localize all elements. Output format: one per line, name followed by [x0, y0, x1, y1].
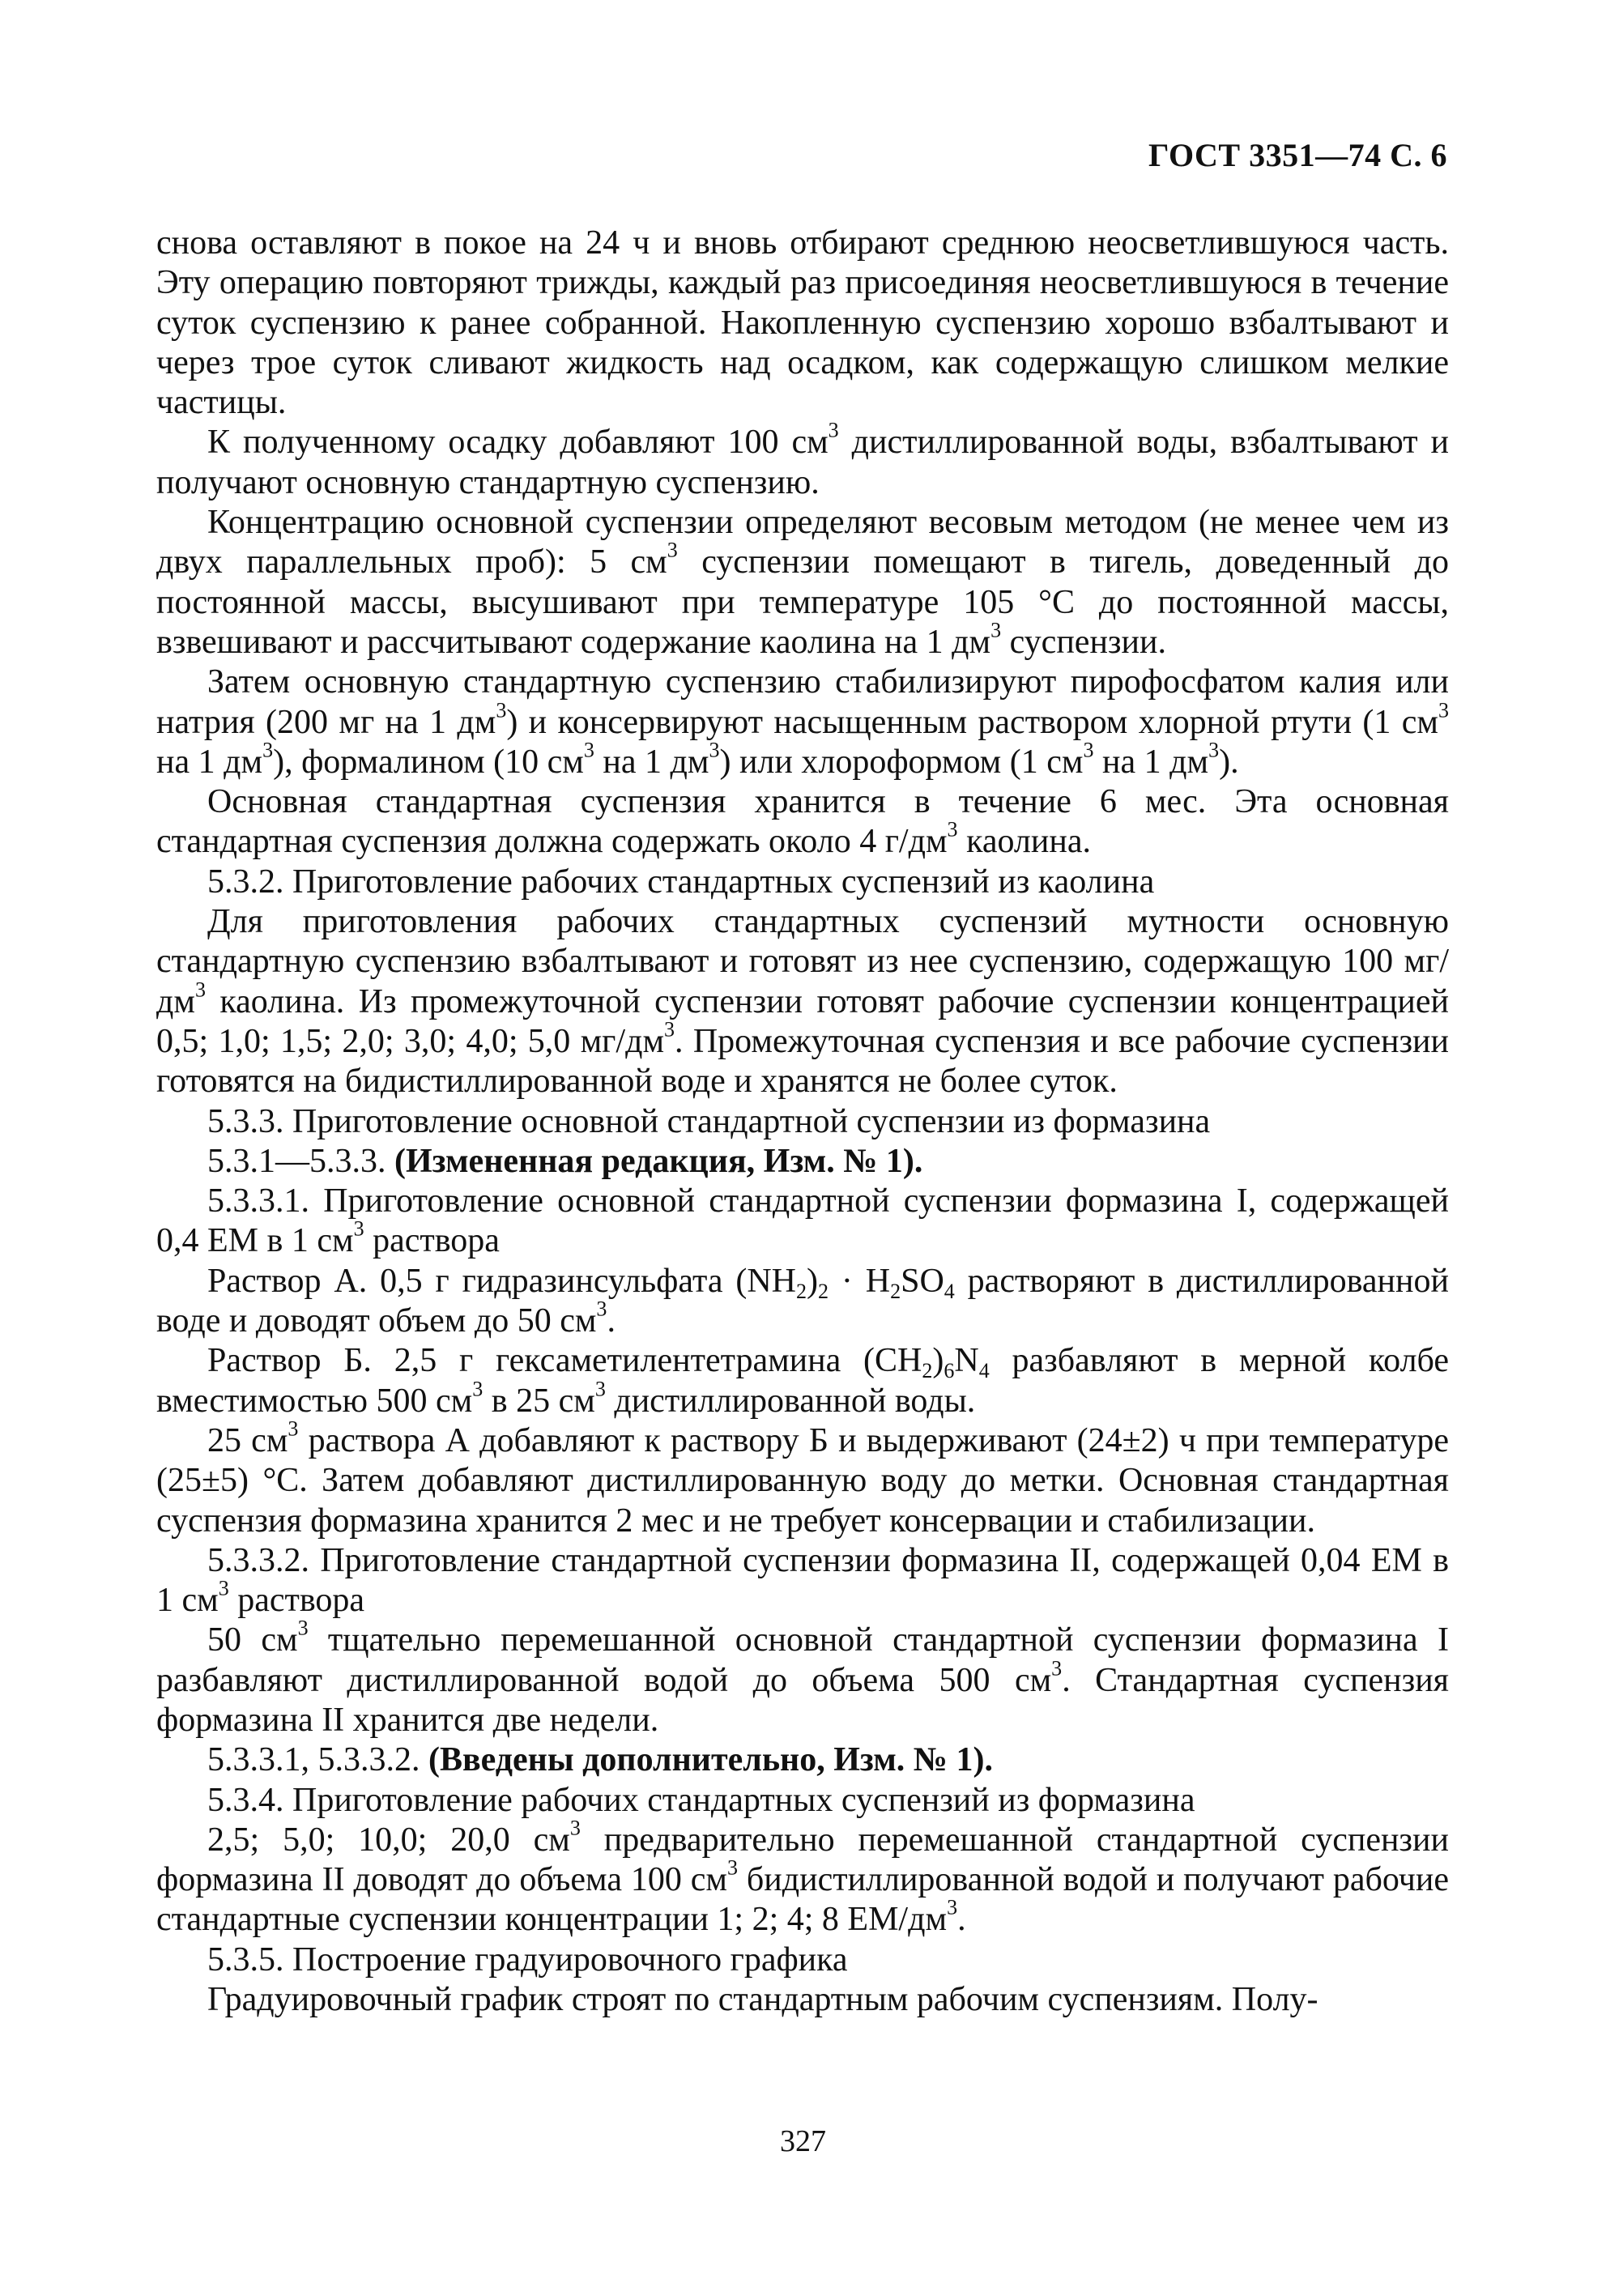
superscript: 3 [709, 738, 720, 762]
superscript: 3 [1208, 738, 1220, 762]
paragraph [156, 1816, 1449, 1940]
text-run: снова оставляют в покое на 24 ч и вновь отбирают среднюю неосветлившуюся часть. Эту операцию повторяют трижды, каждый раз присоединяя неосветлившуюся в течение суток суспензию к ранее собранной. Накопленную суспензию хорошо взбалтывают и через трое суток сливают жидкость над осадком, как содержащую слишком мелкие частицы. [156, 224, 1449, 422]
text-run: ). [1219, 743, 1239, 781]
text-run: раствора [364, 1222, 500, 1260]
text-run: 5.3.3.1. Приготовление основной стандартной суспензии формазина I, содержащей 0,4 ЕМ в 1 см [156, 1182, 1449, 1260]
superscript: 3 [1438, 698, 1449, 722]
text-run: 2,5; 5,0; 10,0; 20,0 см [207, 1821, 570, 1859]
text-run: Для приготовления рабочих стандартных суспензий мутности основную стандартную суспензию взбалтывают и готовят из нее суспензию, содержащую 100 мг/дм [156, 903, 1449, 1020]
text-run: суспензии. [1001, 623, 1166, 661]
text-run: 5.3.3.2. Приготовление стандартной суспензии формазина II, содержащей 0,04 ЕМ в 1 см [156, 1541, 1449, 1620]
paragraph [156, 782, 1449, 863]
text-run: дистиллированной воды. [605, 1382, 976, 1420]
paragraph [156, 1416, 1449, 1541]
text-run: Концентрацию основной суспензии определяют весовым методом (не менее чем из двух параллельных проб): 5 см [156, 504, 1449, 581]
superscript: 3 [828, 418, 839, 442]
paragraph [156, 1541, 1449, 1621]
superscript: 3 [569, 1816, 581, 1840]
subscript: 2 [890, 1279, 901, 1303]
subscript: 2 [795, 1279, 807, 1303]
superscript: 3 [726, 1855, 738, 1880]
text-run: ) [932, 1342, 944, 1380]
text-run: 50 см [207, 1621, 298, 1659]
text-run: . Промежуточная суспензия и все рабочие суспензии готовятся на бидистиллированной воде и хранятся не более суток. [156, 1022, 1449, 1101]
paragraph [156, 863, 1449, 902]
paragraph [156, 902, 1449, 1101]
text-run: ), формалином (10 см [273, 743, 584, 781]
superscript: 3 [664, 1017, 675, 1042]
text-run: 5.3.2. Приготовление рабочих стандартных суспензий из каолина [207, 863, 1155, 901]
text-run: Градуировочный график строят по стандартным рабочим суспензиям. Полу- [207, 1981, 1318, 2019]
text-run: 5.3.3. Приготовление основной стандартной суспензии из формазина [207, 1102, 1211, 1140]
superscript: 3 [194, 978, 206, 1002]
text-run: 5.3.3.1, 5.3.3.2. [207, 1741, 428, 1779]
superscript: 3 [472, 1377, 484, 1401]
superscript: 3 [297, 1616, 309, 1640]
paragraph [156, 224, 1449, 423]
text-run: К полученному осадку добавляют 100 см [207, 424, 829, 462]
superscript: 3 [288, 1416, 299, 1441]
paragraph [156, 1740, 1449, 1780]
page-header-gost: ГОСТ 3351—74 С. 6 [1148, 137, 1447, 173]
bold-text: (Измененная редакция, Изм. № 1). [394, 1142, 923, 1180]
paragraph [156, 1262, 1449, 1342]
text-run: Раствор А. 0,5 г гидразинсульфата (NH [207, 1262, 796, 1300]
text-run: растворяют в дистиллированной воде и доводят объем до 50 см [156, 1262, 1449, 1340]
paragraph [156, 1616, 1450, 1740]
document-body [156, 224, 1449, 2020]
text-run: предварительно перемешанной стандартной суспензии формазина II доводят до объема 100 см [156, 1821, 1449, 1899]
text-run: разбавляют в мерной колбе вместимостью 500 см [156, 1342, 1449, 1420]
superscript: 3 [947, 817, 958, 841]
text-run: в 25 см [483, 1382, 595, 1420]
text-run: тщательно перемешанной основной стандартной суспензии формазина I разбавляют дистиллированной водой до объема 500 см [156, 1621, 1449, 1699]
superscript: 3 [353, 1216, 364, 1241]
subscript: 6 [944, 1359, 955, 1383]
text-run: дистиллированной воды, взбалтывают и получают основную стандартную суспензию. [156, 424, 1450, 501]
superscript: 3 [667, 538, 678, 562]
paragraph [156, 503, 1449, 662]
text-run: на 1 дм [156, 743, 263, 781]
text-run: ) [807, 1262, 818, 1300]
superscript: 3 [1051, 1656, 1063, 1680]
superscript: 3 [218, 1576, 229, 1600]
text-run: · H [829, 1262, 891, 1300]
text-run: ) и консервируют насыщенным раствором хлорной ртути (1 см [506, 703, 1438, 741]
text-run: каолина. [957, 823, 1091, 861]
superscript: 3 [496, 698, 507, 722]
paragraph [156, 418, 1450, 503]
superscript: 3 [596, 1297, 607, 1321]
text-run: Затем основную стандартную суспензию стабилизируют пирофосфатом калия или натрия (200 мг на 1 дм [156, 663, 1449, 741]
superscript: 3 [1083, 738, 1094, 762]
paragraph [156, 1341, 1449, 1421]
paragraph [156, 1781, 1449, 1821]
superscript: 3 [262, 738, 274, 762]
superscript: 3 [594, 1377, 606, 1401]
text-run: бидистиллированной водой и получают рабочие стандартные суспензии концентрации 1; 2; 4; 8 ЕМ/дм [156, 1861, 1449, 1939]
text-run: . Стандартная суспензия формазина II хранится две недели. [156, 1661, 1450, 1739]
page-number: 327 [780, 2124, 826, 2158]
paragraph [156, 1102, 1449, 1142]
text-run: Основная стандартная суспензия хранится в течение 6 мес. Эта основная стандартная суспензия должна содержать около 4 г/дм [156, 783, 1449, 861]
text-run: раствора А добавляют к раствору Б и выдерживают (24±2) ч при температуре (25±5) °С. Затем добавляют дистиллированную воду до метки. Основная стандартная суспензия формазина хранится 2 мес и не требует консервации и стабилизации. [156, 1421, 1449, 1540]
text-run: 5.3.4. Приготовление рабочих стандартных суспензий из формазина [207, 1781, 1195, 1819]
superscript: 3 [947, 1895, 958, 1919]
superscript: 3 [583, 738, 594, 762]
text-run: SO [901, 1262, 944, 1300]
text-run: 5.3.1—5.3.3. [207, 1142, 394, 1180]
text-run: раствора [228, 1582, 365, 1620]
text-run: 25 см [207, 1421, 288, 1459]
text-run: 5.3.5. Построение градуировочного графика [207, 1940, 848, 1979]
text-run: N [954, 1342, 979, 1380]
text-run: каолина. Из промежуточной суспензии готовят рабочие суспензии концентрацией 0,5; 1,0; 1,5; 2,0; 3,0; 4,0; 5,0 мг/дм [156, 982, 1449, 1060]
text-run: суспензии помещают в тигель, доведенный до постоянной массы, высушивают при температуре 105 °С до постоянной массы, взвешивают и рассчитывают содержание каолина на 1 дм [156, 543, 1449, 661]
subscript: 4 [944, 1279, 955, 1303]
paragraph [156, 1142, 1449, 1182]
subscript: 2 [922, 1359, 933, 1383]
text-run: . [957, 1901, 966, 1939]
paragraph [156, 1980, 1449, 2020]
text-run: . [607, 1302, 616, 1340]
text-run: Раствор Б. 2,5 г гексаметилентетрамина (CH [207, 1342, 922, 1380]
subscript: 2 [818, 1279, 829, 1303]
text-run: на 1 дм [594, 743, 709, 781]
text-run: ) или хлороформом (1 см [719, 743, 1084, 781]
paragraph [156, 662, 1449, 782]
paragraph [156, 1940, 1449, 1980]
superscript: 3 [990, 618, 1002, 642]
text-run: на 1 дм [1093, 743, 1209, 781]
subscript: 4 [978, 1359, 990, 1383]
bold-text: (Введены дополнительно, Изм. № 1). [428, 1741, 993, 1779]
paragraph [156, 1182, 1449, 1262]
